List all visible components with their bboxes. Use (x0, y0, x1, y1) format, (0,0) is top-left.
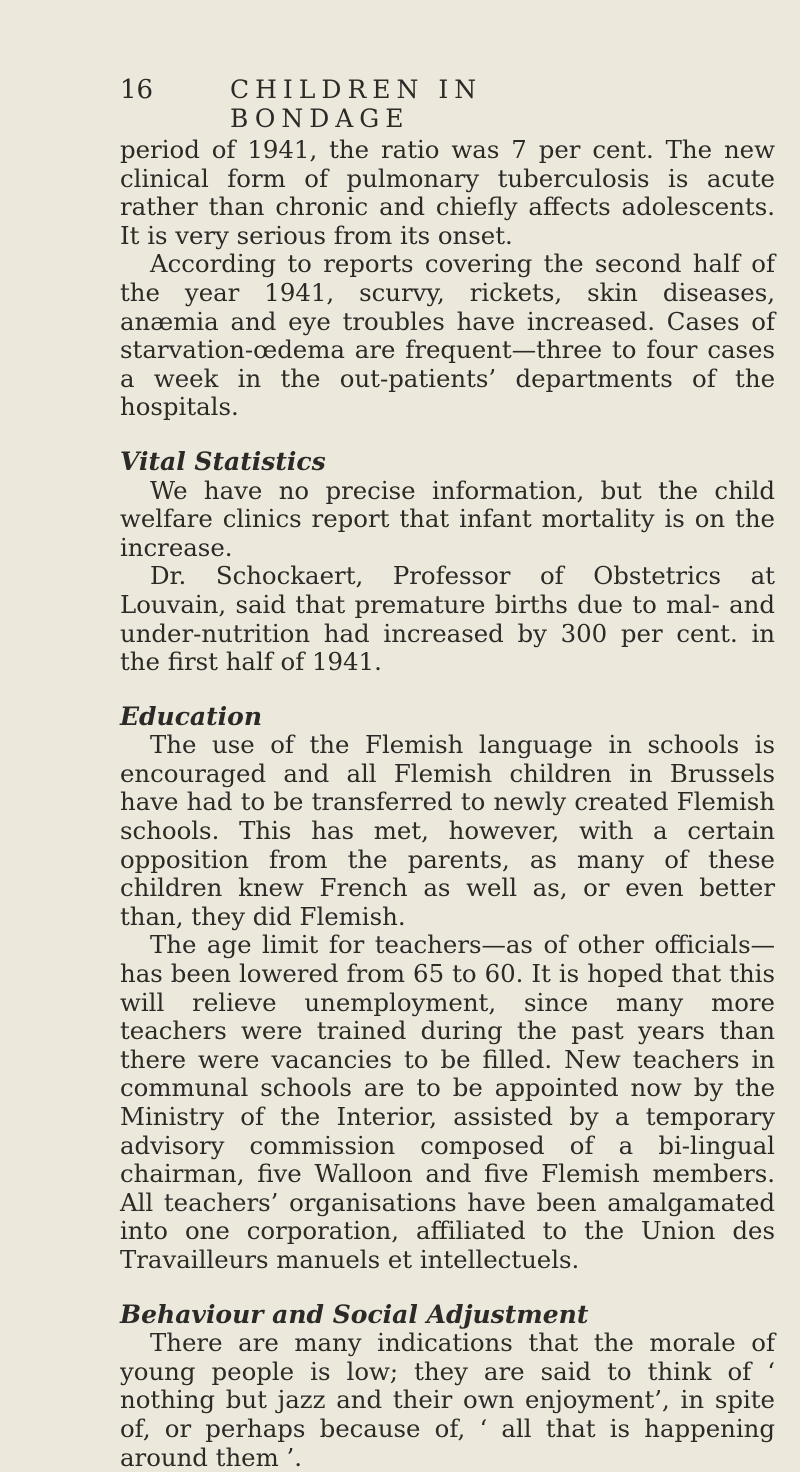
body-paragraph: The age limit for teachers—as of other officials—has been lowered from 65 to 60. It is hoped that this will relieve unemployment, since many more teachers were trained during the past years than there were vacancies to be filled. New teachers in communal schools are to be appointed now by the Ministry of the Interior, assisted by a temporary advisory commission composed of a bi-lingual chairman, five Walloon and five Flemish members. All teachers’ organisations have been amalgamated into one corporation, affiliated to the Union des Travailleurs manuels et intellectuels. (120, 930, 775, 1274)
body-paragraph: We have no precise information, but the child welfare clinics report that infant mortality is on the increase. (120, 475, 775, 562)
running-title: CHILDREN IN BONDAGE (230, 75, 483, 133)
body-paragraph: The use of the Flemish language in schools is encouraged and all Flemish children in Brussels have had to be transferred to newly created Flemish schools. This has met, however, with a certain opposition from the parents, as many of these children knew French as well as, or even better than, they did Flemish. (120, 730, 775, 931)
section-heading-behaviour: Behaviour and Social Adjustment (120, 1299, 589, 1329)
body-paragraph: There are many indications that the morale of young people is low; they are said to think of ‘ nothing but jazz and their own enjoyment’, in spite of, or perhaps because of, ‘ all that is happening around them ’. (120, 1328, 775, 1472)
body-paragraph: According to reports covering the second half of the year 1941, scurvy, rickets, skin diseases, anæmia and eye troubles have increased. Cases of starvation-œdema are frequent—three to four cases a week in the out-patients’ departments of the hospitals. (120, 249, 775, 422)
body-paragraph: Dr. Schockaert, Professor of Obstetrics at Louvain, said that premature births due to mal- and under-nutrition had increased by 300 per cent. in the first half of 1941. (120, 561, 775, 677)
body-paragraph: period of 1941, the ratio was 7 per cent. The new clinical form of pulmonary tuberculosis is acute rather than chronic and chiefly affects adolescents. It is very serious from its onset. (120, 135, 775, 250)
page-number: 16 (120, 75, 154, 105)
section-heading-education: Education (120, 701, 263, 731)
page-header (120, 75, 650, 133)
section-heading-vital-statistics: Vital Statistics (120, 446, 326, 476)
page-body (120, 136, 775, 1472)
